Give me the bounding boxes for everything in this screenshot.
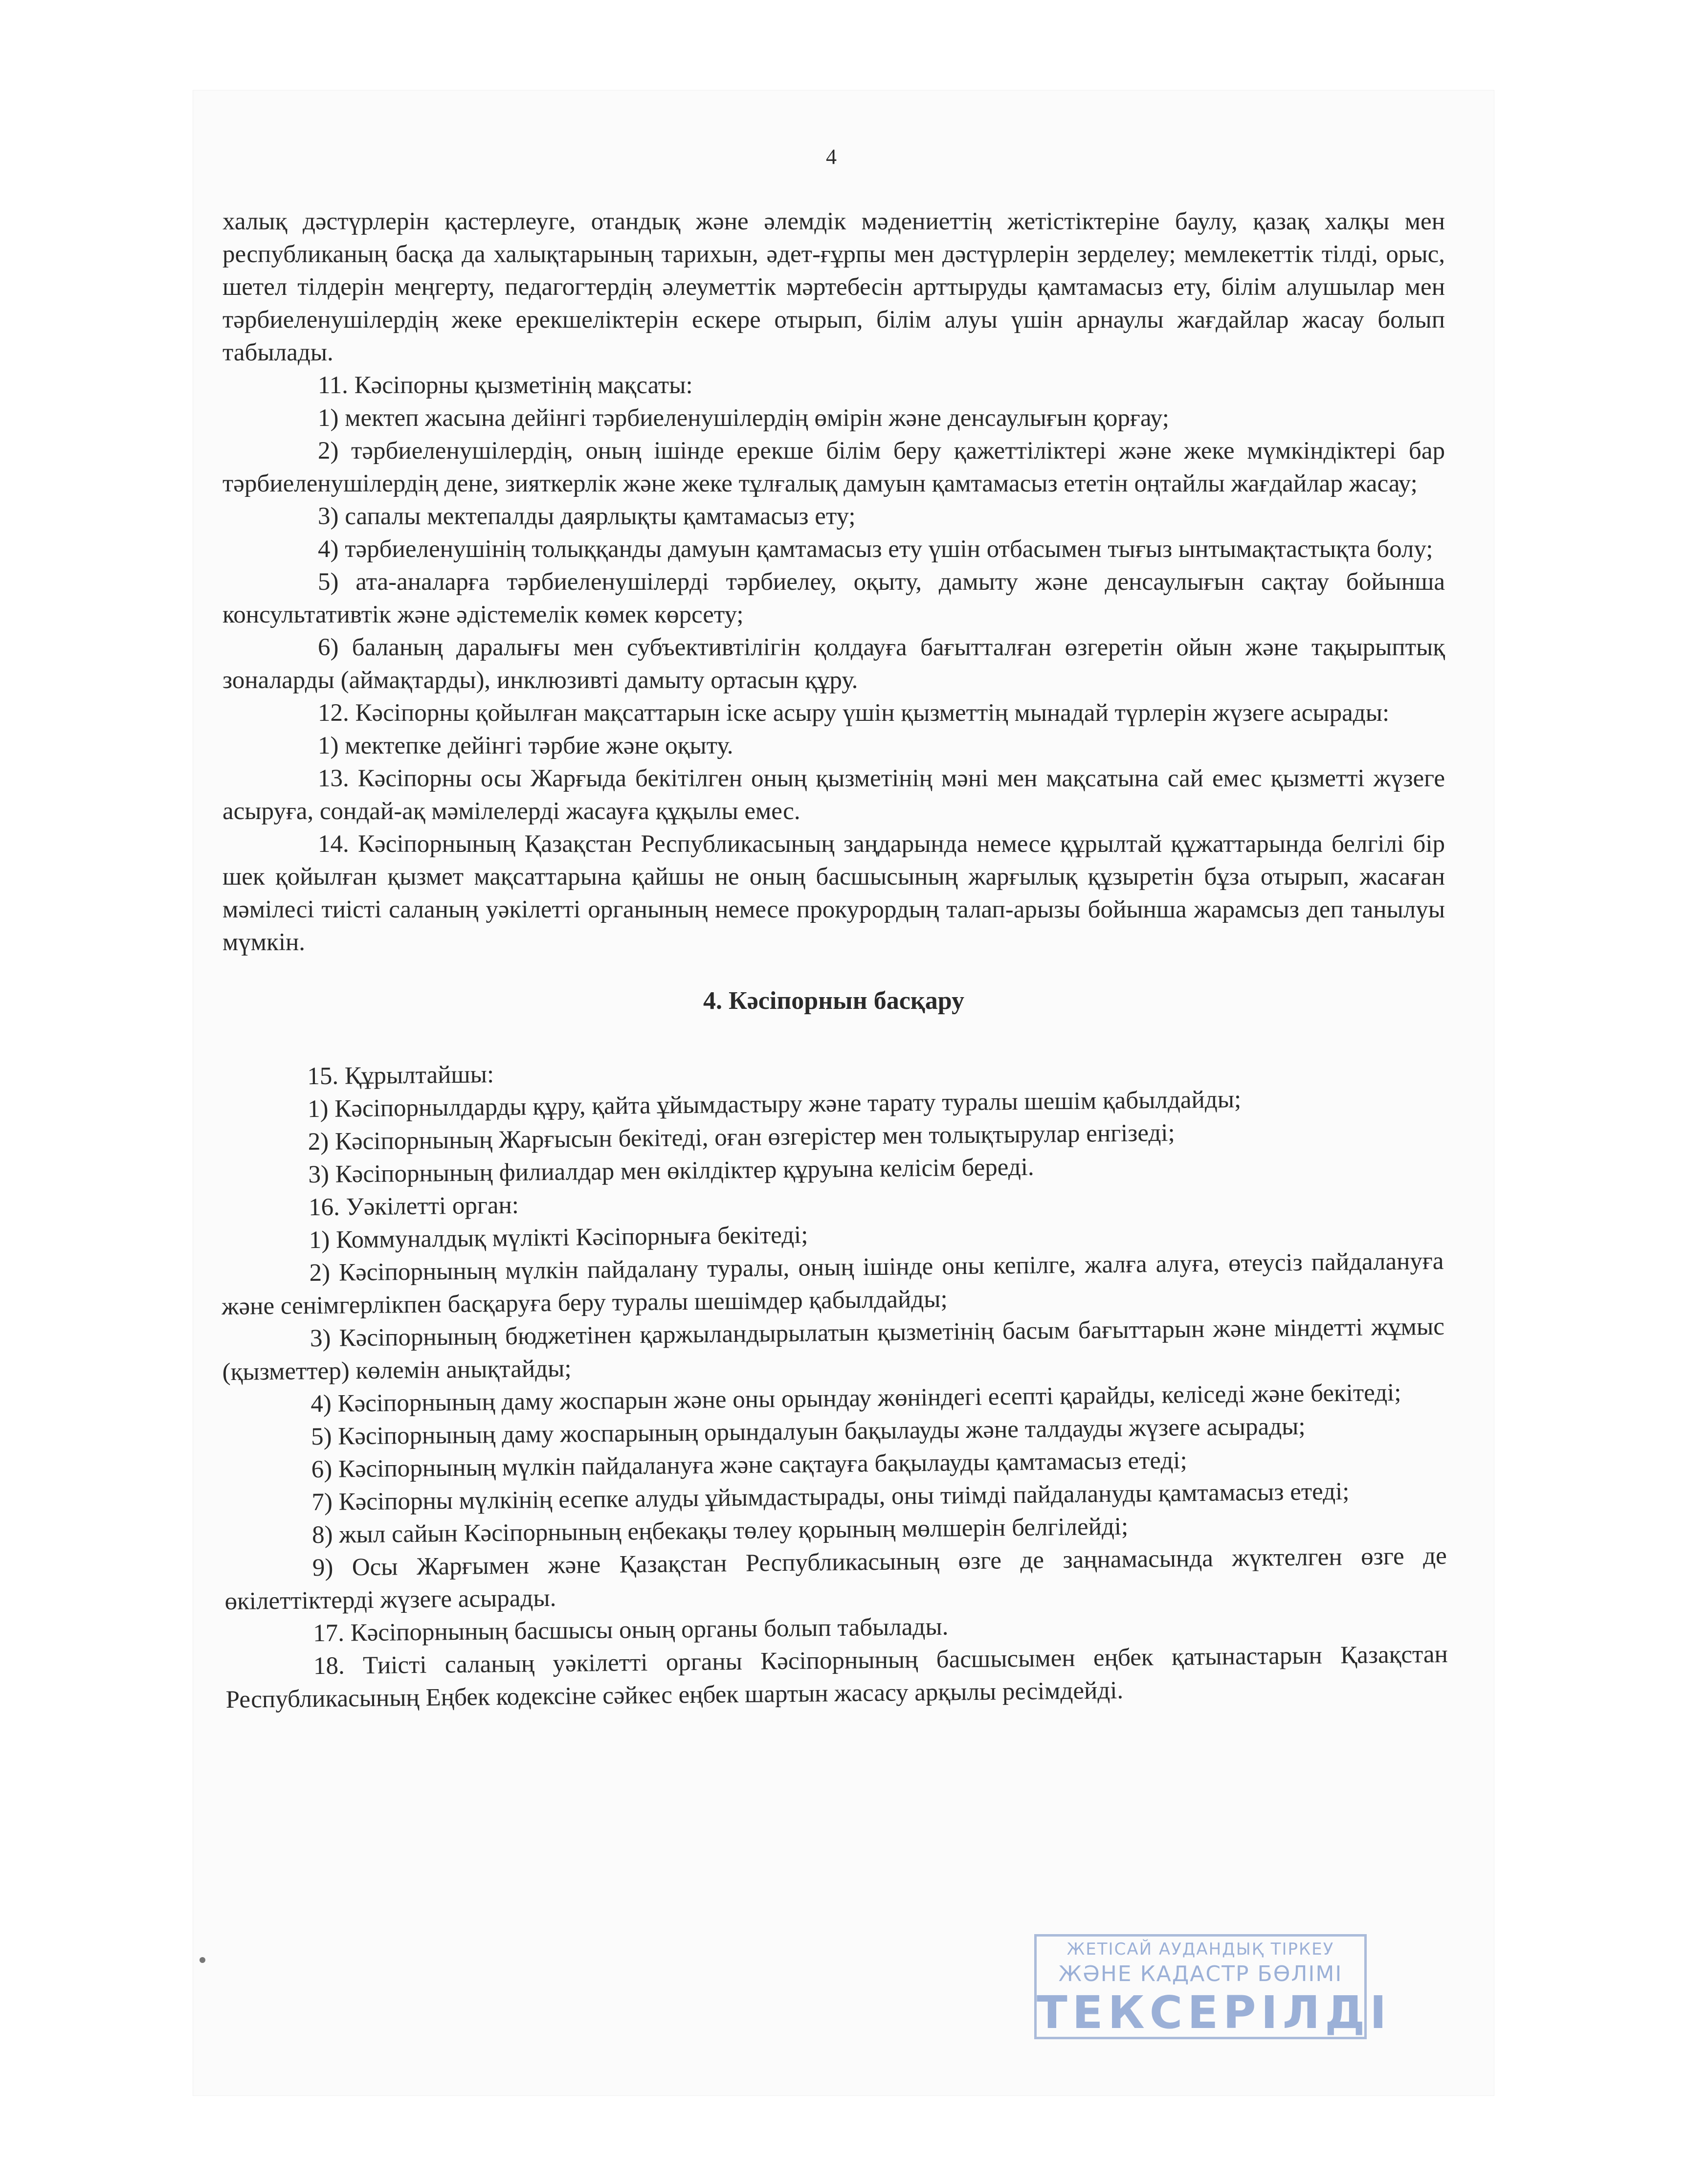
paragraph-15: 15. Құрылтайшы: xyxy=(307,1061,494,1091)
document-body xyxy=(221,205,1448,1716)
paragraph-16-3: 3) Кәсіпорнының бюджетінен қаржыландырылатын қызметінің басым бағыттарын және міндетті жұмыс (қызметтер) көлемін анықтайды; xyxy=(222,1313,1445,1386)
paragraph-16-7: 7) Кәсіпорны мүлкінің есепке алуды ұйымдастырады, оны тиімді пайдалануды қамтамасыз етеді; xyxy=(311,1477,1350,1516)
paragraph-16-6: 6) Кәсіпорнының мүлкін пайдалануға және сақтауға бақылауды қамтамасыз етеді; xyxy=(311,1447,1187,1484)
paragraph-13: 13. Кәсіпорны осы Жарғыда бекітілген оның қызметінің мәні мен мақсатына сай емес қызметті жүзеге асыруға, сондай-ақ мәмілелерді жасауға құқылы емес. xyxy=(222,765,1445,825)
stamp-line-3: ТЕКСЕРІЛДІ xyxy=(1037,1986,1392,2039)
paragraph-11-4: 4) тәрбиеленушінің толыққанды дамуын қамтамасыз ету үшін отбасымен тығыз ынтымақтастықта болу; xyxy=(318,535,1433,563)
paragraph-17: 17. Кәсіпорнының басшысы оның органы болып табылады. xyxy=(312,1613,949,1648)
paragraph-11: 11. Кәсіпорны қызметінің мақсаты: xyxy=(318,372,693,399)
margin-dot xyxy=(200,1957,205,1963)
stamp-line-1: ЖЕТІСАЙ АУДАНДЫҚ ТІРКЕУ xyxy=(1066,1939,1334,1959)
management-section xyxy=(219,1048,1448,1716)
paragraph-15-1: 1) Кәсіпорнылдарды құру, қайта ұйымдастыру және тарату туралы шешім қабылдайды; xyxy=(307,1086,1242,1123)
paragraph-16-8: 8) жыл сайын Кәсіпорнының еңбекақы төлеу қорының мөлшерін белгілейді; xyxy=(311,1513,1129,1549)
paragraph-16-2: 2) Кәсіпорнының мүлкін пайдалану туралы, оның ішінде оны кепілге, жалға алуға, өтеусіз пайдалануға және сенімгерлікпен басқаруға беру туралы шешімдер қабылдайды; xyxy=(221,1247,1444,1321)
paragraph-16-5: 5) Кәсіпорнының даму жоспарының орындалуын бақылауды және талдауды жүзеге асырады; xyxy=(311,1412,1306,1451)
paragraph-15-3: 3) Кәсіпорнының филиалдар мен өкілдіктер құруына келісім береді. xyxy=(308,1153,1034,1189)
page-number: 4 xyxy=(826,145,837,169)
paragraph-16-4: 4) Кәсіпорнының даму жоспарын және оны орындау жөніндегі есепті қарайды, келіседі және бекітеді; xyxy=(311,1379,1401,1418)
paragraph-15-2: 2) Кәсіпорнының Жарғысын бекітеді, оған өзгерістер мен толықтырулар енгізеді; xyxy=(308,1119,1175,1156)
paragraph-18: 18. Тиісті саланың уәкілетті органы Кәсіпорнының басшысымен еңбек қатынастарын Қазақстан Республикасының Еңбек кодексіне сәйкес еңбек шартын жасасу арқылы ресімдейді. xyxy=(225,1640,1448,1714)
paragraph-16: 16. Уәкілетті орган: xyxy=(308,1191,519,1222)
paragraph-16-1: 1) Коммуналдық мүлікті Кәсіпорныға бекітеді; xyxy=(309,1221,808,1254)
paragraph-intro: халық дәстүрлерін қастерлеуге, отандық және әлемдік мәдениеттің жетістіктеріне баулу, қазақ халқы мен республиканың басқа да халықтарының тарихын, әдет-ғұрпы мен дәстүрлерін зерделеу; мемлекеттік тілді, орыс, шетел тілдерін меңгерту, педагогтердің әлеуметтік мәртебесін арттыруды қамтамасыз ету, білім алушылар мен тәрбиеленушілердің жеке ерекшеліктерін ескере отырып, білім алуы үшін арнаулы жағдайлар жасау болып табылады. xyxy=(222,208,1445,366)
paragraph-11-1: 1) мектеп жасына дейінгі тәрбиеленушілердің өмірін және денсаулығын қорғау; xyxy=(318,404,1169,432)
paragraph-12-1: 1) мектепке дейінгі тәрбие және оқыту. xyxy=(318,732,733,759)
paragraph-11-6: 6) баланың даралығы мен субъективтілігін қолдауға бағытталған өзгеретін ойын және тақырыптық зоналарды (аймақтарды), инклюзивті дамыту ортасын құру. xyxy=(222,634,1445,694)
paragraph-12: 12. Кәсіпорны қойылған мақсаттарын іске асыру үшін қызметтің мынадай түрлерін жүзеге асырады: xyxy=(318,699,1390,727)
stamp-line-2: ЖӘНЕ КАДАСТР БӨЛІМІ xyxy=(1058,1961,1343,1986)
paragraph-11-2: 2) тәрбиеленушілердің, оның ішінде ерекше білім беру қажеттіліктері және жеке мүмкіндіктері бар тәрбиеленушілердің дене, зияткерлік және жеке тұлғалық дамуын қамтамасыз ететін оңтайлы жағдайлар жасау; xyxy=(222,437,1445,497)
paragraph-16-9: 9) Осы Жарғымен және Қазақстан Республикасының өзге де заңнамасында жүктелген өзге де өкілеттіктерді жүзеге асырады. xyxy=(224,1542,1447,1615)
paragraph-11-3: 3) сапалы мектепалды даярлықты қамтамасыз ету; xyxy=(318,503,856,530)
verification-stamp xyxy=(1034,1934,1392,2039)
section-heading: 4. Кәсіпорнын басқару xyxy=(703,987,964,1015)
paragraph-11-5: 5) ата-аналарға тәрбиеленушілерді тәрбиелеу, оқыту, дамыту және денсаулығын сақтау бойынша консультативтік және әдістемелік көмек көрсету; xyxy=(222,568,1445,628)
paragraph-14: 14. Кәсіпорнының Қазақстан Республикасының заңдарында немесе құрылтай құжаттарында белгілі бір шек қойылған қызмет мақсаттарына қайшы не оның басшысының жарғылық құзыретін бұза отырып, жасаған мәмілесі тиісті саланың уәкілетті органының немесе прокурордың талап-арызы бойынша жарамсыз деп танылуы мүмкін. xyxy=(222,830,1445,956)
